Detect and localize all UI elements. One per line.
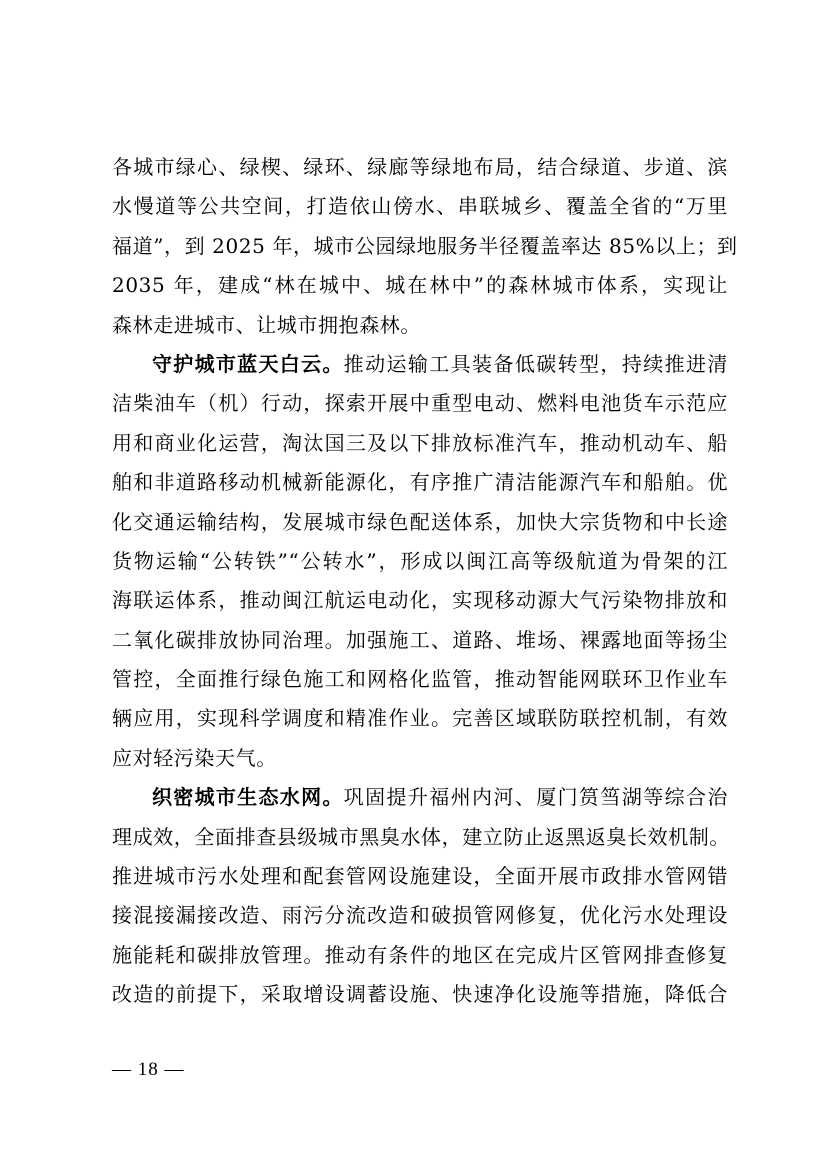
paragraph-urban-greenway — [112, 148, 738, 345]
text-line: 管控，全面推行绿色施工和网格化监管，推动智能网联环卫作业车 — [112, 667, 728, 692]
text-run: 推动运输工具装备低碳转型，持续推进清 — [343, 351, 728, 376]
text-line: 施能耗和碳排放管理。推动有条件的地区在完成片区管网排查修复 — [112, 942, 728, 967]
text-line: 接混接漏接改造、雨污分流改造和破损管网修复，优化污水处理设 — [112, 903, 728, 928]
page-number: — 18 — — [112, 1059, 185, 1080]
text-line: 理成效，全面排查县级城市黑臭水体，建立防止返黑返臭长效机制。 — [112, 824, 730, 849]
document-body — [112, 148, 738, 1015]
text-line: 推进城市污水处理和配套管网设施建设，全面开展市政排水管网错 — [112, 864, 728, 889]
text-line: 洁柴油车（机）行动，探索开展中重型电动、燃料电池货车示范应 — [112, 391, 728, 416]
text-line: 二氧化碳排放协同治理。加强施工、道路、堆场、裸露地面等扬尘 — [112, 627, 728, 652]
text-line: 舶和非道路移动机械新能源化，有序推广清洁能源汽车和船舶。优 — [112, 470, 728, 495]
paragraph-blue-sky — [112, 345, 728, 778]
text-line: 福道”，到 2025 年，城市公园绿地服务半径覆盖率达 85%以上；到 — [112, 233, 738, 258]
text-line: 水慢道等公共空间，打造依山傍水、串联城乡、覆盖全省的“万里 — [112, 194, 728, 219]
text-line: 化交通运输结构，发展城市绿色配送体系，加快大宗货物和中长途 — [112, 509, 728, 534]
text-line: 货物运输“公转铁”“公转水”，形成以闽江高等级航道为骨架的江 — [112, 548, 728, 573]
section-lead-heading: 织密城市生态水网。 — [152, 785, 344, 810]
paragraph-first-line — [112, 345, 728, 384]
paragraph-water-network — [112, 778, 728, 1014]
text-line: 森林走进城市、让城市拥抱森林。 — [112, 312, 421, 337]
text-line: 2035 年，建成“林在城中、城在林中”的森林城市体系，实现让 — [112, 273, 728, 298]
section-lead-heading: 守护城市蓝天白云。 — [152, 351, 344, 376]
text-line: 辆应用，实现科学调度和精准作业。完善区域联防联控机制，有效 — [112, 706, 728, 731]
text-line: 海联运体系，推动闽江航运电动化，实现移动源大气污染物排放和 — [112, 588, 728, 613]
paragraph-first-line — [112, 778, 728, 817]
text-line: 应对轻污染天气。 — [112, 745, 277, 770]
text-line: 改造的前提下，采取增设调蓄设施、快速净化设施等措施，降低合 — [112, 982, 728, 1007]
text-line: 各城市绿心、绿楔、绿环、绿廊等绿地布局，结合绿道、步道、滨 — [112, 155, 728, 179]
text-line: 用和商业化运营，淘汰国三及以下排放标准汽车，推动机动车、船 — [112, 430, 728, 455]
text-run: 巩固提升福州内河、厦门筼筜湖等综合治 — [343, 785, 728, 810]
